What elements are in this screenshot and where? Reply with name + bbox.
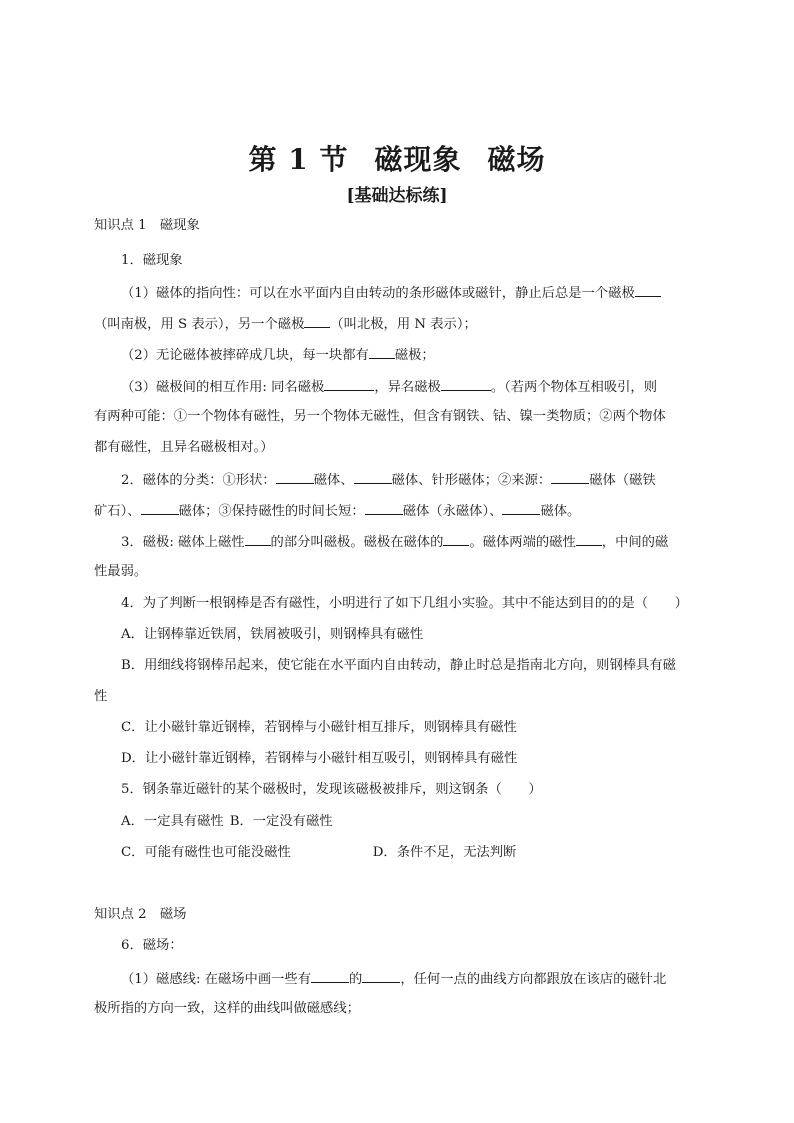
fill-blank[interactable] — [441, 376, 491, 391]
fill-blank[interactable] — [502, 500, 540, 515]
fill-blank[interactable] — [635, 282, 661, 297]
q5-option-b[interactable]: B．一定没有磁性 — [229, 814, 333, 829]
knowledge-point-1-heading: 知识点 1 磁现象 — [94, 218, 200, 233]
fill-blank[interactable] — [324, 376, 374, 391]
fill-blank[interactable] — [354, 469, 392, 484]
q1-sub3-line2: 有两种可能：①一个物体有磁性，另一个物体无磁性，但含有钢铁、钴、镍一类物质；②两个物体 — [94, 409, 666, 424]
q3-line1: 3．磁极: 磁体上磁性 的部分叫磁极。磁极在磁体的 。磁体两端的磁性 ，中间的磁 — [121, 531, 711, 553]
q1-sub1-line1: （1）磁体的指向性：可以在水平面内自由转动的条形磁体或磁针，静止后总是一个磁极 — [121, 282, 711, 304]
fill-blank[interactable] — [304, 313, 330, 328]
q4-option-a[interactable]: A．让钢棒靠近铁屑，铁屑被吸引，则钢棒具有磁性 — [121, 627, 424, 642]
q6-sub1-line2: 极所指的方向一致，这样的曲线叫做磁感线； — [94, 1001, 360, 1016]
fill-blank[interactable] — [141, 500, 179, 515]
q5-option-a[interactable]: A．一定具有磁性 — [121, 814, 224, 829]
fill-blank[interactable] — [362, 968, 400, 983]
q1-heading: 1．磁现象 — [121, 253, 183, 268]
fill-blank[interactable] — [576, 531, 602, 546]
fill-blank[interactable] — [369, 344, 395, 359]
q1-sub2: （2）无论磁体被摔碎成几块，每一块都有 磁极； — [121, 344, 711, 366]
q6-sub1-line1: （1）磁感线: 在磁场中画一些有 的 ，任何一点的曲线方向都跟放在该店的磁针北 — [121, 968, 711, 990]
q5-option-c[interactable]: C．可能有磁性也可能没磁性 — [121, 845, 291, 860]
q4-option-c[interactable]: C．让小磁针靠近钢棒，若钢棒与小磁针相互排斥，则钢棒具有磁性 — [121, 720, 517, 735]
q1-sub3-line1: （3）磁极间的相互作用: 同名磁极 ，异名磁极 。（若两个物体互相吸引，则 — [121, 376, 711, 398]
q4-option-b-line1[interactable]: B．用细线将钢棒吊起来，使它能在水平面内自由转动，静止时总是指南北方向，则钢棒具有磁 — [121, 658, 676, 673]
fill-blank[interactable] — [311, 968, 349, 983]
page-subtitle: [基础达标练] — [346, 186, 448, 206]
q3-line2: 性最弱。 — [94, 564, 148, 579]
knowledge-point-2-heading: 知识点 2 磁场 — [94, 907, 187, 922]
title-section: 第 1 节 — [248, 143, 349, 176]
fill-blank[interactable] — [551, 469, 589, 484]
title-topic-2: 磁场 — [487, 143, 546, 176]
q5-stem: 5．钢条靠近磁针的某个磁极时，发现该磁极被排斥，则这钢条（ ） — [121, 782, 542, 797]
q1-sub3-line3: 都有磁性，且异名磁极相对。） — [94, 440, 274, 455]
q6-heading: 6．磁场： — [121, 938, 183, 953]
page-title — [0, 138, 794, 178]
q5-option-d[interactable]: D．条件不足，无法判断 — [372, 845, 517, 860]
q5-options-cd — [121, 843, 711, 863]
q1-sub1-line2: （叫南极，用 S 表示），另一个磁极 （叫北极，用 N 表示）； — [94, 313, 714, 335]
q4-option-b-line2: 性 — [94, 689, 108, 704]
fill-blank[interactable] — [276, 469, 314, 484]
fill-blank[interactable] — [443, 531, 469, 546]
q2-line2: 矿石）、 磁体；③保持磁性的时间长短： 磁体（永磁体）、 磁体。 — [94, 500, 714, 522]
q4-option-d[interactable]: D．让小磁针靠近钢棒，若钢棒与小磁针相互吸引，则钢棒具有磁性 — [121, 751, 518, 766]
q5-options-ab — [121, 812, 711, 832]
q2-line1: 2．磁体的分类：①形状： 磁体、 磁体、针形磁体；②来源： 磁体（磁铁 — [121, 469, 711, 491]
title-topic-1: 磁现象 — [374, 143, 462, 176]
fill-blank[interactable] — [245, 531, 271, 546]
q4-stem: 4．为了判断一根钢棒是否有磁性，小明进行了如下几组小实验。其中不能达到目的的是（ ） — [121, 596, 688, 611]
fill-blank[interactable] — [365, 500, 403, 515]
